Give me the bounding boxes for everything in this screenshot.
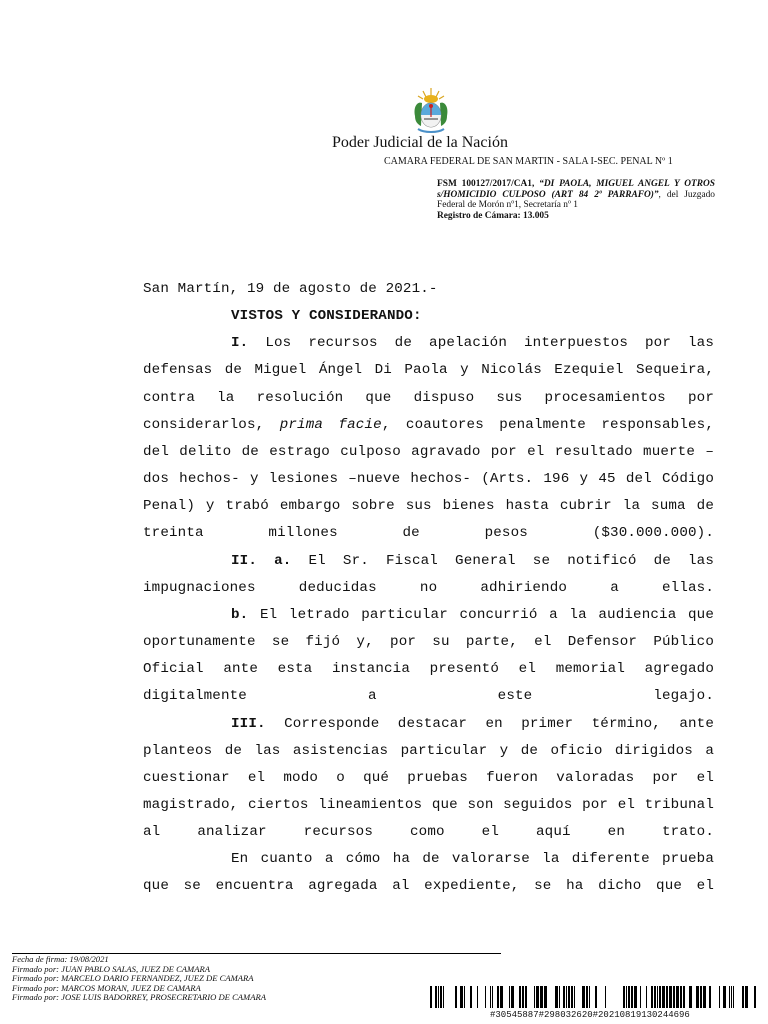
case-number: FSM 100127/2017/CA1 bbox=[437, 179, 532, 189]
court-name: CAMARA FEDERAL DE SAN MARTIN - SALA I-SEC. PENAL Nº 1 bbox=[384, 156, 673, 167]
case-court: , del Juzgado Federal de Morón nº1, Secretaría nº 1 bbox=[437, 189, 715, 210]
barcode-icon bbox=[430, 986, 756, 1012]
paragraph-5: En cuanto a cómo ha de valorarse la diferente prueba que se encuentra agregada al expediente, se ha dicho que el bbox=[143, 851, 714, 895]
date-line: San Martín, 19 de agosto de 2021.- bbox=[143, 281, 438, 297]
paragraph-sub-marker: b. bbox=[231, 606, 249, 623]
signer-line: Firmado por: MARCOS MORAN, JUEZ DE CAMARA bbox=[12, 982, 201, 993]
signature-block bbox=[12, 955, 266, 1003]
paragraph-marker: III. bbox=[231, 715, 266, 732]
case-header: FSM 100127/2017/CA1, “DI PAOLA, MIGUEL ANGEL Y OTROS s/HOMICIDIO CULPOSO (ART 84 2º PARRAFO)”, del Juzgado Federal de Morón nº1, Secretaría nº 1 Registro de Cámara: 13.005 bbox=[437, 179, 715, 221]
paragraph-1: I. Los recursos de apelación interpuestos por las defensas de Miguel Ángel Di Paola y Nicolás Ezequiel Sequeira, contra la resolución que dispuso sus procesamientos por considerarlos, prima facie, coautores penalmente responsables, del delito de estrago culposo agravado por el resultado muerte –dos hechos- y lesiones –nueve hechos- (Arts. 196 y 45 del Código Penal) y trabó embargo sobre sus bienes hasta cubrir la suma de treinta millones de pesos ($30.000.000). bbox=[143, 335, 714, 542]
signer-line: Firmado por: MARCELO DARIO FERNANDEZ, JUEZ DE CAMARA bbox=[12, 973, 254, 984]
signer-line: Firmado por: JOSE LUIS BADORREY, PROSECRETARIO DE CAMARA bbox=[12, 992, 266, 1003]
section-heading: VISTOS Y CONSIDERANDO: bbox=[231, 308, 422, 325]
paragraph-4: III. Corresponde destacar en primer término, ante planteos de las asistencias particular y de oficio dirigidos a cuestionar el modo o qué pruebas fueron valoradas por el magistrado, ciertos lineamientos que son seguidos por el tribunal al analizar recursos como el aquí en trato. bbox=[143, 715, 714, 841]
coat-of-arms-icon bbox=[410, 86, 452, 136]
paragraph-marker: I. bbox=[231, 335, 249, 352]
paragraph-marker: II. bbox=[231, 552, 257, 569]
paragraph-sub-marker: a. bbox=[274, 552, 292, 569]
document-body bbox=[143, 276, 714, 901]
signer-line: Firmado por: JUAN PABLO SALAS, JUEZ DE CAMARA bbox=[12, 963, 210, 974]
paragraph-2: II. a. El Sr. Fiscal General se notificó de las impugnaciones deducidas no adhiriendo a ellas. bbox=[143, 552, 714, 596]
registry-number: Registro de Cámara: 13.005 bbox=[437, 210, 549, 221]
barcode-text: #30545887#298032620#20210819130244696 bbox=[490, 1010, 690, 1020]
paragraph-3: b. El letrado particular concurrió a la audiencia que oportunamente se fijó y, por su parte, el Defensor Público Oficial ante esta instancia presentó el memorial agregado digitalmente a este legajo. bbox=[143, 606, 714, 705]
signature-date: Fecha de firma: 19/08/2021 bbox=[12, 954, 109, 964]
page-title: Poder Judicial de la Nación bbox=[332, 134, 508, 151]
case-caption: “DI PAOLA, MIGUEL ANGEL Y OTROS s/HOMICIDIO CULPOSO (ART 84 2º PARRAFO)” bbox=[437, 179, 715, 200]
